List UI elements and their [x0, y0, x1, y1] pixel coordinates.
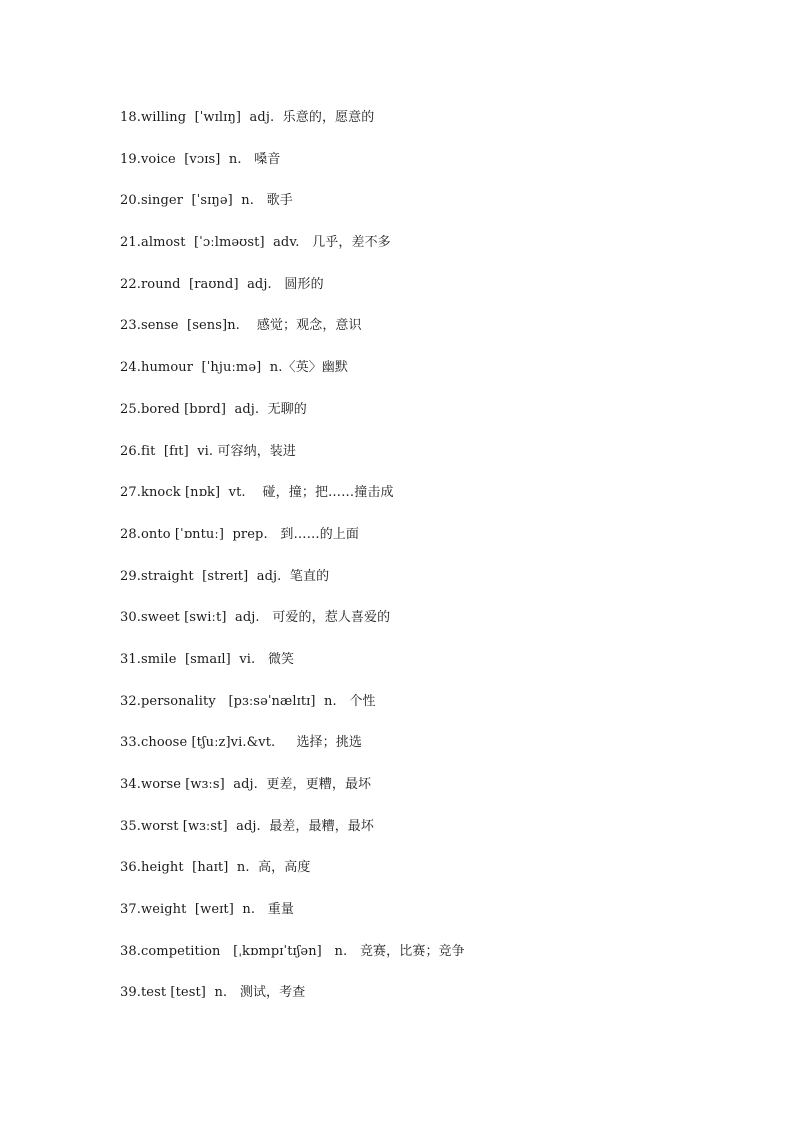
vocab-entry-20: 20.singer [ˈsɪŋə] n. 歌手 — [120, 193, 293, 209]
vocab-entry-32: 32.personality [pɜːsəˈnælɪtɪ] n. 个性 — [120, 693, 376, 709]
vocab-entry-24: 24.humour [ˈhjuːmə] n.〈英〉幽默 — [120, 360, 348, 376]
vocab-entry-31: 31.smile [smaɪl] vi. 微笑 — [120, 651, 295, 667]
vocab-entry-37: 37.weight [weɪt] n. 重量 — [120, 902, 294, 918]
vocab-entry-26: 26.fit [fɪt] vi. 可容纳，装进 — [120, 443, 297, 459]
vocab-entry-22: 22.round [raʊnd] adj. 圆形的 — [120, 276, 324, 292]
vocab-entry-39: 39.test [test] n. 测试，考查 — [120, 985, 306, 1001]
vocab-entry-23: 23.sense [sens]n. 感觉；观念，意识 — [120, 318, 362, 334]
vocabulary-list — [120, 108, 465, 1025]
vocab-entry-33: 33.choose [tʃuːz]vi.&vt. 选择；挑选 — [120, 735, 362, 751]
vocab-entry-29: 29.straight [streɪt] adj. 笔直的 — [120, 568, 330, 584]
vocab-entry-19: 19.voice [vɔɪs] n. 嗓音 — [120, 151, 281, 167]
vocab-entry-34: 34.worse [wɜːs] adj. 更差，更糟，最坏 — [120, 777, 372, 792]
vocab-entry-18: 18.willing [ˈwɪlɪŋ] adj. 乐意的，愿意的 — [120, 110, 375, 125]
vocab-entry-38: 38.competition [ˌkɒmpɪˈtɪʃən] n. 竞赛，比赛；竞争 — [120, 943, 465, 959]
vocab-entry-21: 21.almost [ˈɔːlməʊst] adv. 几乎，差不多 — [120, 235, 391, 251]
vocab-entry-28: 28.onto [ˈɒntuː] prep. 到……的上面 — [120, 526, 359, 542]
vocab-entry-35: 35.worst [wɜːst] adj. 最差，最糟，最坏 — [120, 818, 374, 834]
vocab-entry-25: 25.bored [bɒrd] adj. 无聊的 — [120, 401, 307, 417]
vocab-entry-27: 27.knock [nɒk] vt. 碰，撞；把……撞击成 — [120, 485, 394, 501]
vocab-entry-36: 36.height [haɪt] n. 高，高度 — [120, 860, 311, 876]
vocab-entry-30: 30.sweet [swiːt] adj. 可爱的，惹人喜爱的 — [120, 610, 391, 626]
